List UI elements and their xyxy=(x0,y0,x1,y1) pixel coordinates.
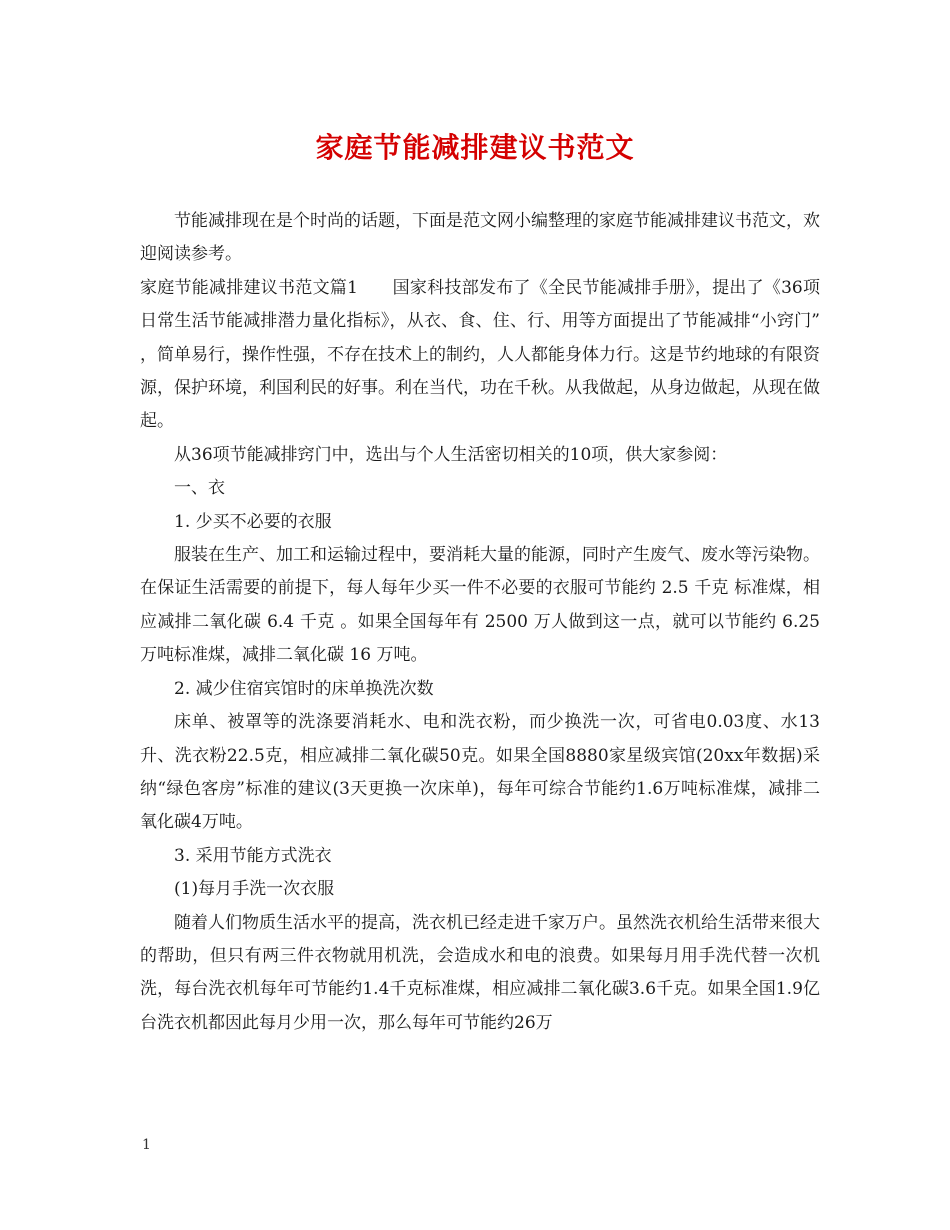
page-number: 1 xyxy=(142,1137,151,1153)
document-title: 家庭节能减排建议书范文 xyxy=(315,131,635,164)
item-paragraph-1: 服装在生产、加工和运输过程中，要消耗大量的能源，同时产生废气、废水等污染物。在保证生活需要的前提下，每人每年少买一件不必要的衣服可节能约 2.5 千克 标准煤，相应减排二氧化碳 6.4 千克 。如果全国每年有 2500 万人做到这一点，就可以节能约 6.25 万吨标准煤，减排二氧化碳 16 万吨。 xyxy=(140,545,820,666)
item-paragraph-2: 床单、被罩等的洗涤要消耗水、电和洗衣粉，而少换洗一次，可省电0.03度、水13升、洗衣粉22.5克，相应减排二氧化碳50克。如果全国8880家星级宾馆(20xx年数据)采纳“绿色客房”标准的建议(3天更换一次床单)，每年可综合节能约1.6万吨标准煤，减排二氧化碳4万吨。 xyxy=(140,712,820,833)
list-intro-paragraph: 从36项节能减排窍门中，选出与个人生活密切相关的10项，供大家参阅： xyxy=(174,444,728,465)
sub-item-heading: (1)每月手洗一次衣服 xyxy=(174,879,335,900)
item-paragraph-3: 随着人们物质生活水平的提高，洗衣机已经走进千家万户。虽然洗衣机给生活带来很大的帮助，但只有两三件衣物就用机洗，会造成水和电的浪费。如果每月用手洗代替一次机洗，每台洗衣机每年可节能约1.4千克标准煤，相应减排二氧化碳3.6千克。如果全国1.9亿台洗衣机都因此每月少用一次，那么每年可节能约26万 xyxy=(140,912,820,1033)
section-paragraph: 家庭节能减排建议书范文篇1 国家科技部发布了《全民节能减排手册》，提出了《36项日常生活节能减排潜力量化指标》，从衣、食、住、行、用等方面提出了节能减排“小窍门” ，简单易行，操作性强，不存在技术上的制约，人人都能身体力行。这是节约地球的有限资源，保护环境，利国利民的好事。利在当代，功在千秋。从我做起，从身边做起，从现在做起。 xyxy=(140,277,820,432)
item-heading-1: 1. 少买不必要的衣服 xyxy=(174,511,332,532)
document-body xyxy=(140,205,820,1040)
item-heading-3: 3. 采用节能方式洗衣 xyxy=(174,845,332,866)
item-heading-2: 2. 减少住宿宾馆时的床单换洗次数 xyxy=(174,678,434,699)
section-heading-clothing: 一、衣 xyxy=(174,478,225,499)
intro-paragraph: 节能减排现在是个时尚的话题，下面是范文网小编整理的家庭节能减排建议书范文，欢迎阅读参考。 xyxy=(140,211,820,265)
